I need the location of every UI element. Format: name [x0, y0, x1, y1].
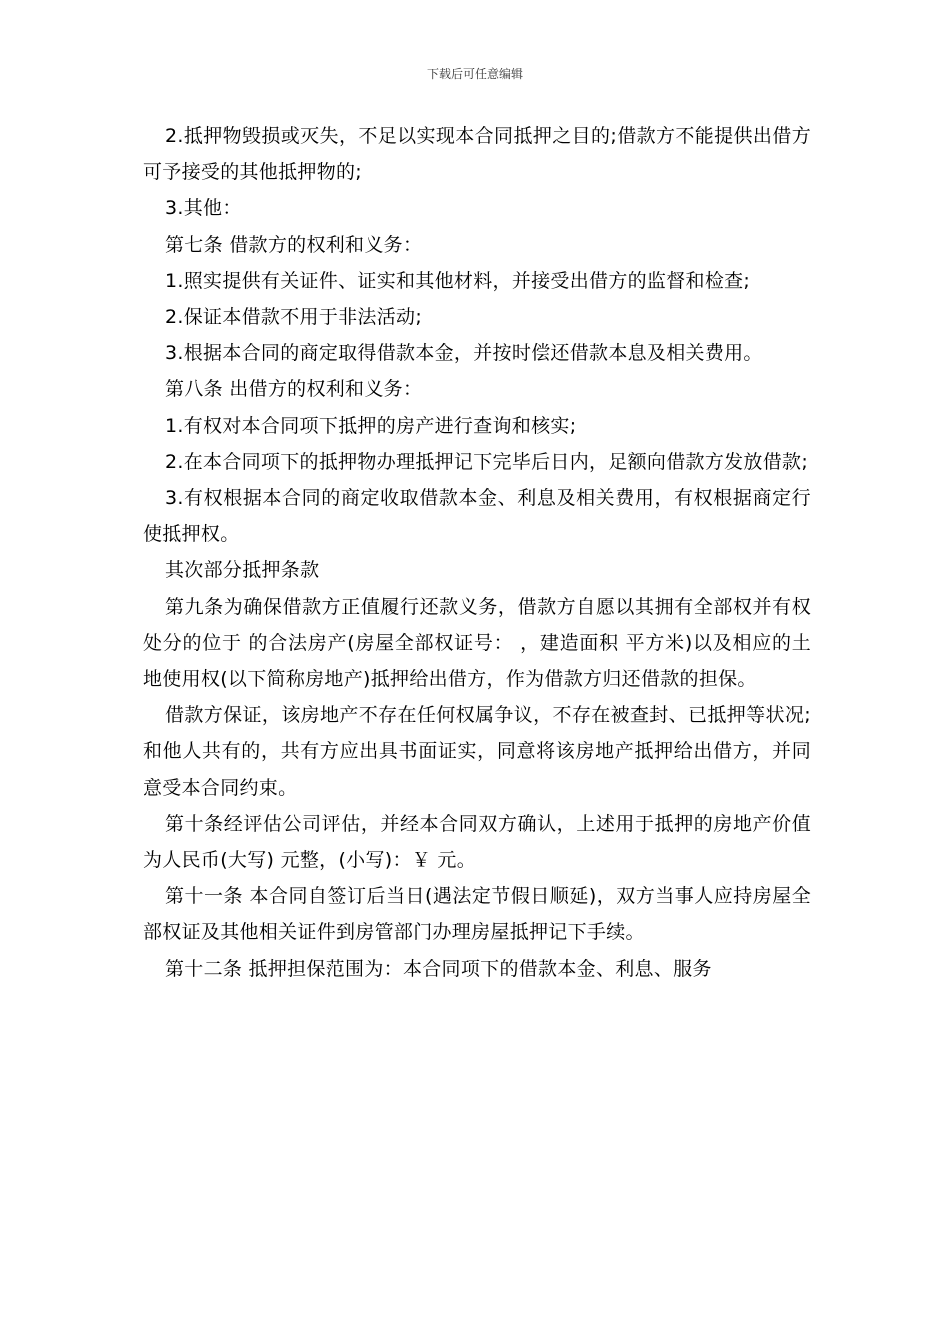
paragraph-clause-8-item-3: 3.有权根据本合同的商定收取借款本金、利息及相关费用，有权根据商定行使抵押权。: [143, 487, 811, 546]
section-2-heading: 其次部分抵押条款: [165, 559, 320, 582]
paragraph-clause-10: 第十条经评估公司评估，并经本合同双方确认，上述用于抵押的房地产价值为人民币(大写) 元整，(小写)：￥ 元。: [143, 812, 811, 872]
paragraph-clause-6-item-2: 2.抵押物毁损或灭失，不足以实现本合同抵押之目的;借款方不能提供出借方可予接受的其他抵押物的;: [143, 125, 811, 184]
paragraph-clause-11: 第十一条 本合同自签订后当日(遇法定节假日顺延)，双方当事人应持房屋全部权证及其他相关证件到房管部门办理房屋抵押记下手续。: [143, 885, 811, 944]
clause-8-heading: 第八条 出借方的权利和义务：: [165, 378, 423, 401]
paragraph-clause-7-item-2: 2.保证本借款不用于非法活动;: [165, 306, 423, 329]
clause-7-heading: 第七条 借款方的权利和义务：: [165, 233, 423, 256]
paragraph-clause-12: 第十二条 抵押担保范围为：本合同项下的借款本金、利息、服务: [165, 957, 712, 980]
paragraph-clause-9: 第九条为确保借款方正值履行还款义务，借款方自愿以其拥有全部权并有权处分的位于 的合法房产(房屋全部权证号： ，建造面积 平方米)以及相应的土地使用权(以下简称房地产)抵押给出借方，作为借款方归还借款的担保。: [143, 595, 811, 691]
page-header-note: 下载后可任意编辑: [426, 67, 523, 81]
paragraph-clause-6-item-3: 3.其他：: [165, 197, 242, 220]
paragraph-clause-9-guarantee: 借款方保证，该房地产不存在任何权属争议，不存在被查封、已抵押等状况;和他人共有的，共有方应出具书面证实，同意将该房地产抵押给出借方，并同意受本合同约束。: [143, 704, 811, 799]
paragraph-clause-7-item-3: 3.根据本合同的商定取得借款本金，并按时偿还借款本息及相关费用。: [165, 342, 763, 365]
document-body: [143, 118, 811, 987]
paragraph-clause-7-item-1: 1.照实提供有关证件、证实和其他材料，并接受出借方的监督和检查;: [165, 269, 751, 292]
paragraph-clause-8-item-2: 2.在本合同项下的抵押物办理抵押记下完毕后日内，足额向借款方发放借款;: [165, 450, 809, 473]
paragraph-clause-8-item-1: 1.有权对本合同项下抵押的房产进行查询和核实;: [165, 414, 577, 437]
